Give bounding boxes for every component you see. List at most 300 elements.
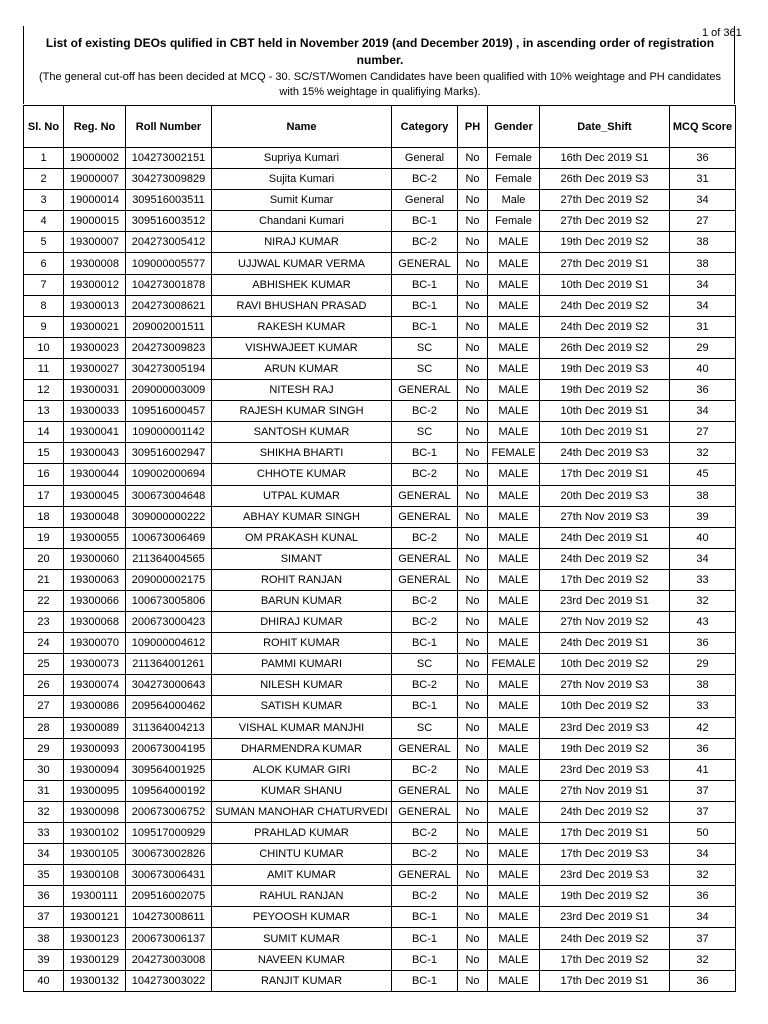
table-row <box>24 949 736 970</box>
table-row <box>24 675 736 696</box>
cell-ph: No <box>458 928 488 949</box>
cell-category: General <box>392 148 458 169</box>
table-row <box>24 633 736 654</box>
cell-category: BC-2 <box>392 527 458 548</box>
cell-category: SC <box>392 654 458 675</box>
cell-gender: MALE <box>488 232 540 253</box>
cell-roll-number: 209002001511 <box>126 316 212 337</box>
cell-gender: MALE <box>488 928 540 949</box>
table-row <box>24 886 736 907</box>
cell-mcq-score: 27 <box>670 422 736 443</box>
col-name: Name <box>212 106 392 148</box>
cell-ph: No <box>458 801 488 822</box>
cell-ph: No <box>458 886 488 907</box>
cell-sl-no: 16 <box>24 464 64 485</box>
cell-reg-no: 19000002 <box>64 148 126 169</box>
cell-reg-no: 19000015 <box>64 211 126 232</box>
cell-name: VISHWAJEET KUMAR <box>212 337 392 358</box>
cell-reg-no: 19300023 <box>64 337 126 358</box>
cell-category: SC <box>392 717 458 738</box>
cell-mcq-score: 37 <box>670 928 736 949</box>
cell-gender: MALE <box>488 696 540 717</box>
cell-roll-number: 200673006752 <box>126 801 212 822</box>
cell-gender: MALE <box>488 675 540 696</box>
cell-mcq-score: 43 <box>670 612 736 633</box>
cell-category: BC-1 <box>392 696 458 717</box>
cell-sl-no: 23 <box>24 612 64 633</box>
cell-roll-number: 211364001261 <box>126 654 212 675</box>
cell-roll-number: 311364004213 <box>126 717 212 738</box>
cell-sl-no: 34 <box>24 844 64 865</box>
cell-sl-no: 17 <box>24 485 64 506</box>
cell-reg-no: 19300033 <box>64 401 126 422</box>
cell-roll-number: 309564001925 <box>126 759 212 780</box>
cell-sl-no: 8 <box>24 295 64 316</box>
cell-roll-number: 204273009823 <box>126 337 212 358</box>
cell-name: AMIT KUMAR <box>212 865 392 886</box>
cell-date-shift: 17th Dec 2019 S3 <box>540 844 670 865</box>
cell-gender: MALE <box>488 780 540 801</box>
cell-gender: MALE <box>488 865 540 886</box>
cell-sl-no: 27 <box>24 696 64 717</box>
cell-roll-number: 300673002826 <box>126 844 212 865</box>
cell-ph: No <box>458 506 488 527</box>
cell-roll-number: 109517000929 <box>126 823 212 844</box>
cell-name: CHHOTE KUMAR <box>212 464 392 485</box>
cell-name: NILESH KUMAR <box>212 675 392 696</box>
cell-name: ABHAY KUMAR SINGH <box>212 506 392 527</box>
document-title: List of existing DEOs qulified in CBT held in November 2019 (and December 2019) , in ascending order of registration number. <box>45 36 715 67</box>
cell-name: Sujita Kumari <box>212 169 392 190</box>
cell-mcq-score: 36 <box>670 970 736 991</box>
candidates-table <box>23 105 736 992</box>
cell-gender: MALE <box>488 759 540 780</box>
cell-mcq-score: 38 <box>670 253 736 274</box>
cell-name: SATISH KUMAR <box>212 696 392 717</box>
cell-name: ROHIT KUMAR <box>212 633 392 654</box>
cell-date-shift: 27th Nov 2019 S3 <box>540 675 670 696</box>
cell-gender: Female <box>488 148 540 169</box>
cell-gender: MALE <box>488 801 540 822</box>
cell-reg-no: 19300105 <box>64 844 126 865</box>
cell-gender: MALE <box>488 527 540 548</box>
cell-ph: No <box>458 316 488 337</box>
cell-ph: No <box>458 443 488 464</box>
cell-roll-number: 309000000222 <box>126 506 212 527</box>
cell-sl-no: 13 <box>24 401 64 422</box>
cell-sl-no: 35 <box>24 865 64 886</box>
cell-ph: No <box>458 358 488 379</box>
cell-name: PAMMI KUMARI <box>212 654 392 675</box>
table-row <box>24 548 736 569</box>
cell-reg-no: 19300012 <box>64 274 126 295</box>
cell-mcq-score: 36 <box>670 148 736 169</box>
cell-category: BC-2 <box>392 232 458 253</box>
table-row <box>24 844 736 865</box>
cell-date-shift: 10th Dec 2019 S2 <box>540 696 670 717</box>
cell-ph: No <box>458 590 488 611</box>
cell-gender: MALE <box>488 907 540 928</box>
cell-reg-no: 19300066 <box>64 590 126 611</box>
cell-reg-no: 19300041 <box>64 422 126 443</box>
cell-mcq-score: 38 <box>670 232 736 253</box>
page-number: 1 of 361 <box>702 27 742 39</box>
cell-name: RAVI BHUSHAN PRASAD <box>212 295 392 316</box>
cell-mcq-score: 36 <box>670 633 736 654</box>
cell-mcq-score: 50 <box>670 823 736 844</box>
cell-gender: MALE <box>488 612 540 633</box>
table-row <box>24 612 736 633</box>
cell-sl-no: 19 <box>24 527 64 548</box>
cell-category: BC-2 <box>392 590 458 611</box>
cell-gender: Female <box>488 169 540 190</box>
cell-date-shift: 24th Dec 2019 S1 <box>540 633 670 654</box>
cell-gender: MALE <box>488 295 540 316</box>
cell-name: SIMANT <box>212 548 392 569</box>
cell-ph: No <box>458 232 488 253</box>
col-mcq-score: MCQ Score <box>670 106 736 148</box>
cell-category: BC-1 <box>392 907 458 928</box>
cell-mcq-score: 36 <box>670 886 736 907</box>
cell-date-shift: 24th Dec 2019 S2 <box>540 295 670 316</box>
cell-name: VISHAL KUMAR MANJHI <box>212 717 392 738</box>
cell-name: ARUN KUMAR <box>212 358 392 379</box>
cell-ph: No <box>458 337 488 358</box>
cell-date-shift: 19th Dec 2019 S2 <box>540 380 670 401</box>
cell-reg-no: 19300045 <box>64 485 126 506</box>
cell-mcq-score: 42 <box>670 717 736 738</box>
cell-ph: No <box>458 675 488 696</box>
cell-reg-no: 19300095 <box>64 780 126 801</box>
cell-mcq-score: 34 <box>670 844 736 865</box>
cell-name: SANTOSH KUMAR <box>212 422 392 443</box>
table-row <box>24 569 736 590</box>
cell-date-shift: 10th Dec 2019 S1 <box>540 422 670 443</box>
cell-name: RAJESH KUMAR SINGH <box>212 401 392 422</box>
cell-gender: Female <box>488 211 540 232</box>
cell-name: BARUN KUMAR <box>212 590 392 611</box>
cell-sl-no: 36 <box>24 886 64 907</box>
cell-roll-number: 300673006431 <box>126 865 212 886</box>
cell-roll-number: 109000001142 <box>126 422 212 443</box>
cell-mcq-score: 34 <box>670 190 736 211</box>
cell-category: BC-2 <box>392 169 458 190</box>
cell-roll-number: 309516002947 <box>126 443 212 464</box>
cell-roll-number: 109000004612 <box>126 633 212 654</box>
cell-sl-no: 12 <box>24 380 64 401</box>
cell-mcq-score: 33 <box>670 569 736 590</box>
cell-roll-number: 104273008611 <box>126 907 212 928</box>
cell-ph: No <box>458 190 488 211</box>
cell-category: GENERAL <box>392 801 458 822</box>
cell-roll-number: 200673006137 <box>126 928 212 949</box>
cell-reg-no: 19300123 <box>64 928 126 949</box>
cell-date-shift: 24th Dec 2019 S2 <box>540 316 670 337</box>
col-date-shift: Date_Shift <box>540 106 670 148</box>
cell-category: GENERAL <box>392 506 458 527</box>
cell-mcq-score: 32 <box>670 443 736 464</box>
cell-name: NIRAJ KUMAR <box>212 232 392 253</box>
cell-mcq-score: 34 <box>670 548 736 569</box>
cell-name: UJJWAL KUMAR VERMA <box>212 253 392 274</box>
cell-category: BC-1 <box>392 274 458 295</box>
cell-gender: MALE <box>488 844 540 865</box>
cell-date-shift: 19th Dec 2019 S2 <box>540 232 670 253</box>
cell-sl-no: 4 <box>24 211 64 232</box>
cell-ph: No <box>458 211 488 232</box>
cell-sl-no: 10 <box>24 337 64 358</box>
cell-category: GENERAL <box>392 738 458 759</box>
cell-roll-number: 304273005194 <box>126 358 212 379</box>
cell-category: GENERAL <box>392 485 458 506</box>
cell-date-shift: 17th Dec 2019 S2 <box>540 569 670 590</box>
cell-gender: MALE <box>488 337 540 358</box>
cell-gender: MALE <box>488 949 540 970</box>
cell-reg-no: 19300055 <box>64 527 126 548</box>
cell-sl-no: 26 <box>24 675 64 696</box>
cell-ph: No <box>458 823 488 844</box>
cell-category: General <box>392 190 458 211</box>
cell-mcq-score: 31 <box>670 316 736 337</box>
cell-category: BC-1 <box>392 295 458 316</box>
cell-date-shift: 26th Dec 2019 S2 <box>540 337 670 358</box>
col-roll-number: Roll Number <box>126 106 212 148</box>
table-row <box>24 780 736 801</box>
cell-reg-no: 19300111 <box>64 886 126 907</box>
cell-date-shift: 27th Nov 2019 S2 <box>540 612 670 633</box>
cell-date-shift: 27th Dec 2019 S2 <box>540 190 670 211</box>
table-row <box>24 654 736 675</box>
cell-category: BC-2 <box>392 823 458 844</box>
table-row <box>24 928 736 949</box>
table-row <box>24 253 736 274</box>
cell-gender: MALE <box>488 253 540 274</box>
cell-mcq-score: 36 <box>670 738 736 759</box>
cell-name: NITESH RAJ <box>212 380 392 401</box>
cell-mcq-score: 40 <box>670 527 736 548</box>
cell-date-shift: 17th Dec 2019 S1 <box>540 970 670 991</box>
cell-sl-no: 2 <box>24 169 64 190</box>
cell-name: ALOK KUMAR GIRI <box>212 759 392 780</box>
cell-ph: No <box>458 253 488 274</box>
cell-name: PEYOOSH KUMAR <box>212 907 392 928</box>
cell-category: BC-1 <box>392 970 458 991</box>
cell-sl-no: 32 <box>24 801 64 822</box>
cell-mcq-score: 34 <box>670 401 736 422</box>
cell-date-shift: 24th Dec 2019 S2 <box>540 548 670 569</box>
cell-mcq-score: 39 <box>670 506 736 527</box>
cell-ph: No <box>458 738 488 759</box>
cell-gender: Male <box>488 190 540 211</box>
cell-name: CHINTU KUMAR <box>212 844 392 865</box>
cell-roll-number: 209564000462 <box>126 696 212 717</box>
cell-sl-no: 25 <box>24 654 64 675</box>
cell-date-shift: 24th Dec 2019 S2 <box>540 801 670 822</box>
cell-gender: MALE <box>488 485 540 506</box>
cell-date-shift: 27th Nov 2019 S3 <box>540 506 670 527</box>
cell-gender: MALE <box>488 633 540 654</box>
table-row <box>24 464 736 485</box>
cell-roll-number: 100673006469 <box>126 527 212 548</box>
cell-ph: No <box>458 865 488 886</box>
cell-gender: FEMALE <box>488 443 540 464</box>
cell-date-shift: 10th Dec 2019 S1 <box>540 401 670 422</box>
cell-gender: MALE <box>488 274 540 295</box>
table-row <box>24 443 736 464</box>
cell-date-shift: 23rd Dec 2019 S1 <box>540 907 670 928</box>
cell-mcq-score: 33 <box>670 696 736 717</box>
cell-roll-number: 109516000457 <box>126 401 212 422</box>
cell-sl-no: 37 <box>24 907 64 928</box>
cell-reg-no: 19300074 <box>64 675 126 696</box>
cell-category: BC-2 <box>392 401 458 422</box>
cell-category: BC-1 <box>392 928 458 949</box>
cell-sl-no: 9 <box>24 316 64 337</box>
table-row <box>24 823 736 844</box>
cell-mcq-score: 40 <box>670 358 736 379</box>
table-row <box>24 717 736 738</box>
cell-date-shift: 27th Nov 2019 S1 <box>540 780 670 801</box>
cell-ph: No <box>458 485 488 506</box>
cell-category: BC-2 <box>392 675 458 696</box>
cell-name: SHIKHA BHARTI <box>212 443 392 464</box>
cell-sl-no: 29 <box>24 738 64 759</box>
cell-reg-no: 19300086 <box>64 696 126 717</box>
cell-name: SUMAN MANOHAR CHATURVEDI <box>212 801 392 822</box>
cell-date-shift: 24th Dec 2019 S2 <box>540 928 670 949</box>
cell-name: Supriya Kumari <box>212 148 392 169</box>
cell-ph: No <box>458 569 488 590</box>
cell-date-shift: 16th Dec 2019 S1 <box>540 148 670 169</box>
cell-gender: MALE <box>488 590 540 611</box>
cell-reg-no: 19000014 <box>64 190 126 211</box>
cell-gender: MALE <box>488 422 540 443</box>
cell-roll-number: 104273003022 <box>126 970 212 991</box>
table-row <box>24 527 736 548</box>
cell-sl-no: 1 <box>24 148 64 169</box>
cell-gender: MALE <box>488 738 540 759</box>
cell-ph: No <box>458 654 488 675</box>
cell-name: OM PRAKASH KUNAL <box>212 527 392 548</box>
cell-category: GENERAL <box>392 780 458 801</box>
cell-sl-no: 38 <box>24 928 64 949</box>
cell-category: BC-2 <box>392 612 458 633</box>
cell-date-shift: 10th Dec 2019 S1 <box>540 274 670 295</box>
cell-roll-number: 209000003009 <box>126 380 212 401</box>
cell-roll-number: 204273005412 <box>126 232 212 253</box>
table-header-row <box>24 106 736 148</box>
cell-sl-no: 3 <box>24 190 64 211</box>
cell-date-shift: 20th Dec 2019 S3 <box>540 485 670 506</box>
cell-roll-number: 204273003008 <box>126 949 212 970</box>
table-row <box>24 380 736 401</box>
cell-name: RAKESH KUMAR <box>212 316 392 337</box>
cell-date-shift: 17th Dec 2019 S2 <box>540 949 670 970</box>
cell-ph: No <box>458 464 488 485</box>
cell-date-shift: 23rd Dec 2019 S1 <box>540 590 670 611</box>
cell-ph: No <box>458 696 488 717</box>
cell-date-shift: 23rd Dec 2019 S3 <box>540 759 670 780</box>
cell-date-shift: 19th Dec 2019 S2 <box>540 886 670 907</box>
table-row <box>24 738 736 759</box>
cell-mcq-score: 34 <box>670 907 736 928</box>
cell-date-shift: 26th Dec 2019 S3 <box>540 169 670 190</box>
cell-date-shift: 17th Dec 2019 S1 <box>540 823 670 844</box>
cell-sl-no: 33 <box>24 823 64 844</box>
cell-mcq-score: 36 <box>670 380 736 401</box>
cell-category: BC-1 <box>392 211 458 232</box>
cell-sl-no: 39 <box>24 949 64 970</box>
cell-name: Sumit Kumar <box>212 190 392 211</box>
cell-roll-number: 200673004195 <box>126 738 212 759</box>
cell-name: SUMIT KUMAR <box>212 928 392 949</box>
cell-ph: No <box>458 527 488 548</box>
cell-roll-number: 309516003511 <box>126 190 212 211</box>
cell-category: SC <box>392 422 458 443</box>
cell-sl-no: 24 <box>24 633 64 654</box>
cell-gender: MALE <box>488 506 540 527</box>
cell-mcq-score: 34 <box>670 295 736 316</box>
cell-reg-no: 19300129 <box>64 949 126 970</box>
cell-reg-no: 19300060 <box>64 548 126 569</box>
cell-category: BC-1 <box>392 949 458 970</box>
cell-mcq-score: 27 <box>670 211 736 232</box>
cell-sl-no: 7 <box>24 274 64 295</box>
cell-ph: No <box>458 148 488 169</box>
col-ph: PH <box>458 106 488 148</box>
cell-ph: No <box>458 633 488 654</box>
cell-name: RAHUL RANJAN <box>212 886 392 907</box>
cell-category: GENERAL <box>392 253 458 274</box>
table-row <box>24 506 736 527</box>
cell-sl-no: 30 <box>24 759 64 780</box>
cell-category: BC-1 <box>392 316 458 337</box>
cell-mcq-score: 29 <box>670 337 736 358</box>
cell-ph: No <box>458 169 488 190</box>
cell-reg-no: 19300007 <box>64 232 126 253</box>
cell-name: ROHIT RANJAN <box>212 569 392 590</box>
cell-category: BC-2 <box>392 759 458 780</box>
cell-mcq-score: 32 <box>670 590 736 611</box>
cell-roll-number: 109002000694 <box>126 464 212 485</box>
table-row <box>24 190 736 211</box>
cell-reg-no: 19300102 <box>64 823 126 844</box>
cell-mcq-score: 29 <box>670 654 736 675</box>
cell-reg-no: 19300073 <box>64 654 126 675</box>
col-gender: Gender <box>488 106 540 148</box>
cell-sl-no: 14 <box>24 422 64 443</box>
cell-name: NAVEEN KUMAR <box>212 949 392 970</box>
cell-category: SC <box>392 337 458 358</box>
cell-reg-no: 19300093 <box>64 738 126 759</box>
cell-reg-no: 19300043 <box>64 443 126 464</box>
cell-mcq-score: 31 <box>670 169 736 190</box>
cell-roll-number: 211364004565 <box>126 548 212 569</box>
cell-ph: No <box>458 612 488 633</box>
cell-name: DHARMENDRA KUMAR <box>212 738 392 759</box>
cell-gender: MALE <box>488 464 540 485</box>
cell-category: GENERAL <box>392 380 458 401</box>
table-row <box>24 358 736 379</box>
cell-name: DHIRAJ KUMAR <box>212 612 392 633</box>
cell-ph: No <box>458 401 488 422</box>
cell-sl-no: 18 <box>24 506 64 527</box>
table-row <box>24 316 736 337</box>
cell-gender: MALE <box>488 569 540 590</box>
table-row <box>24 759 736 780</box>
cell-mcq-score: 45 <box>670 464 736 485</box>
cell-name: KUMAR SHANU <box>212 780 392 801</box>
